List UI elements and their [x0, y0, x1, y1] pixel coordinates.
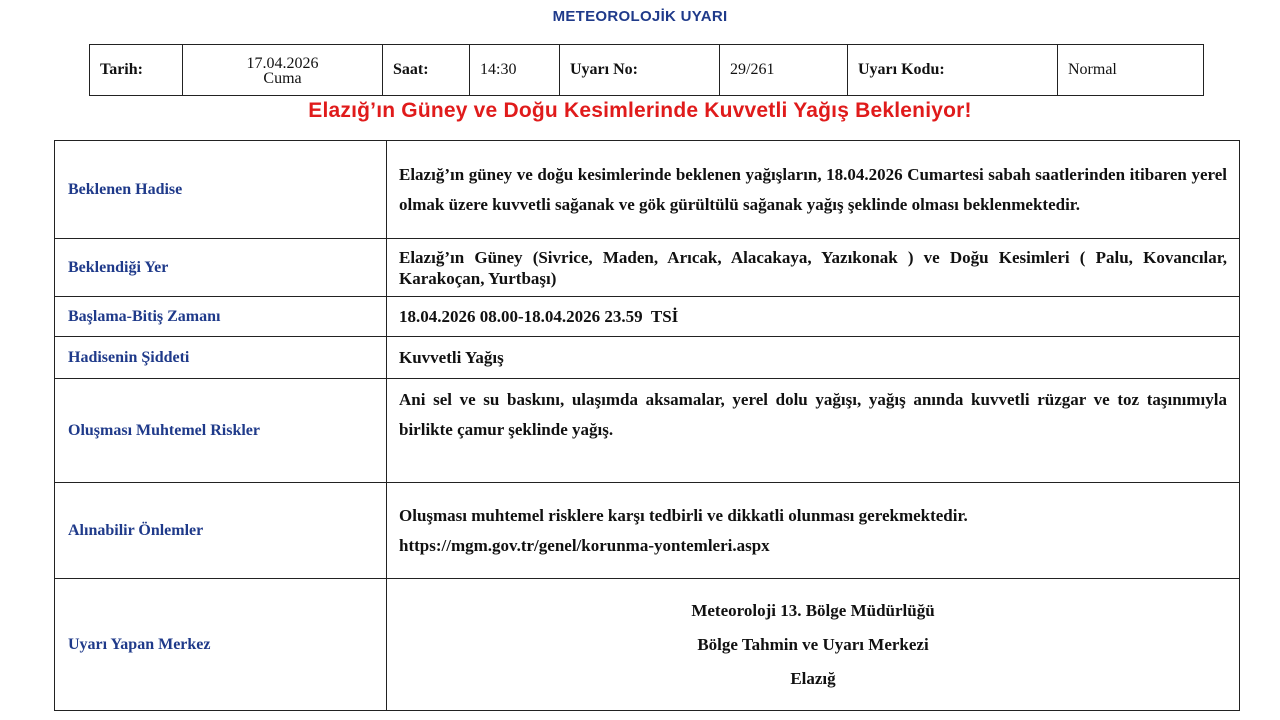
precautions-label: Alınabilir Önlemler: [55, 483, 387, 579]
issuer-line-2: Bölge Tahmin ve Uyarı Merkezi: [697, 634, 929, 654]
precautions-text: Oluşması muhtemel risklere karşı tedbirli ve dikkatli olunması gerekmektedir.: [399, 505, 968, 525]
date-value-cell: [183, 45, 383, 96]
precautions-link[interactable]: https://mgm.gov.tr/genel/korunma-yontemleri.aspx: [399, 535, 770, 555]
expected-place-label: Beklendiği Yer: [55, 239, 387, 297]
warning-code-value: Normal: [1058, 45, 1204, 96]
expected-place-text: Elazığ’ın Güney (Sivrice, Maden, Arıcak, Alacakaya, Yazıkonak ) ve Doğu Kesimleri ( Palu, Kovancılar, Karakoçan, Yurtbaşı): [387, 239, 1240, 297]
table-row: [55, 141, 1240, 239]
warning-headline: Elazığ’ın Güney ve Doğu Kesimlerinde Kuvvetli Yağış Bekleniyor!: [308, 99, 972, 122]
issuer-cell: [387, 579, 1240, 711]
table-row: [55, 239, 1240, 297]
warning-info-table: [89, 44, 1204, 96]
day-value: Cuma: [263, 70, 302, 87]
severity-text: Kuvvetli Yağış: [387, 337, 1240, 379]
warning-no-label: Uyarı No:: [560, 45, 720, 96]
table-row: [55, 379, 1240, 483]
time-range-text: 18.04.2026 08.00-18.04.2026 23.59 TSİ: [387, 297, 1240, 337]
risks-text: Ani sel ve su baskını, ulaşımda aksamalar, yerel dolu yağışı, yağış anında kuvvetli rüzgar ve toz taşınımıyla birlikte çamur şeklinde yağış.: [387, 379, 1240, 483]
table-row: [55, 337, 1240, 379]
warning-details-table: [54, 140, 1240, 711]
issuer-label: Uyarı Yapan Merkez: [55, 579, 387, 711]
table-row: [55, 297, 1240, 337]
expected-event-label: Beklenen Hadise: [55, 141, 387, 239]
table-row: [55, 579, 1240, 711]
issuer-line-3: Elazığ: [790, 668, 836, 688]
date-value: 17.04.2026: [246, 55, 319, 72]
time-value: 14:30: [470, 45, 560, 96]
warning-code-label: Uyarı Kodu:: [848, 45, 1058, 96]
issuer-line-1: Meteoroloji 13. Bölge Müdürlüğü: [691, 600, 935, 620]
document-title: METEOROLOJİK UYARI: [552, 8, 728, 25]
severity-label: Hadisenin Şiddeti: [55, 337, 387, 379]
time-range-label: Başlama-Bitiş Zamanı: [55, 297, 387, 337]
expected-event-text: Elazığ’ın güney ve doğu kesimlerinde beklenen yağışların, 18.04.2026 Cumartesi sabah saatlerinden itibaren yerel olmak üzere kuvvetli sağanak ve gök gürültülü sağanak yağış şeklinde olması beklenmektedir.: [387, 141, 1240, 239]
precautions-cell: [387, 483, 1240, 579]
risks-label: Oluşması Muhtemel Riskler: [55, 379, 387, 483]
date-label: Tarih:: [90, 45, 183, 96]
time-label: Saat:: [383, 45, 470, 96]
table-row: [55, 483, 1240, 579]
warning-no-value: 29/261: [720, 45, 848, 96]
